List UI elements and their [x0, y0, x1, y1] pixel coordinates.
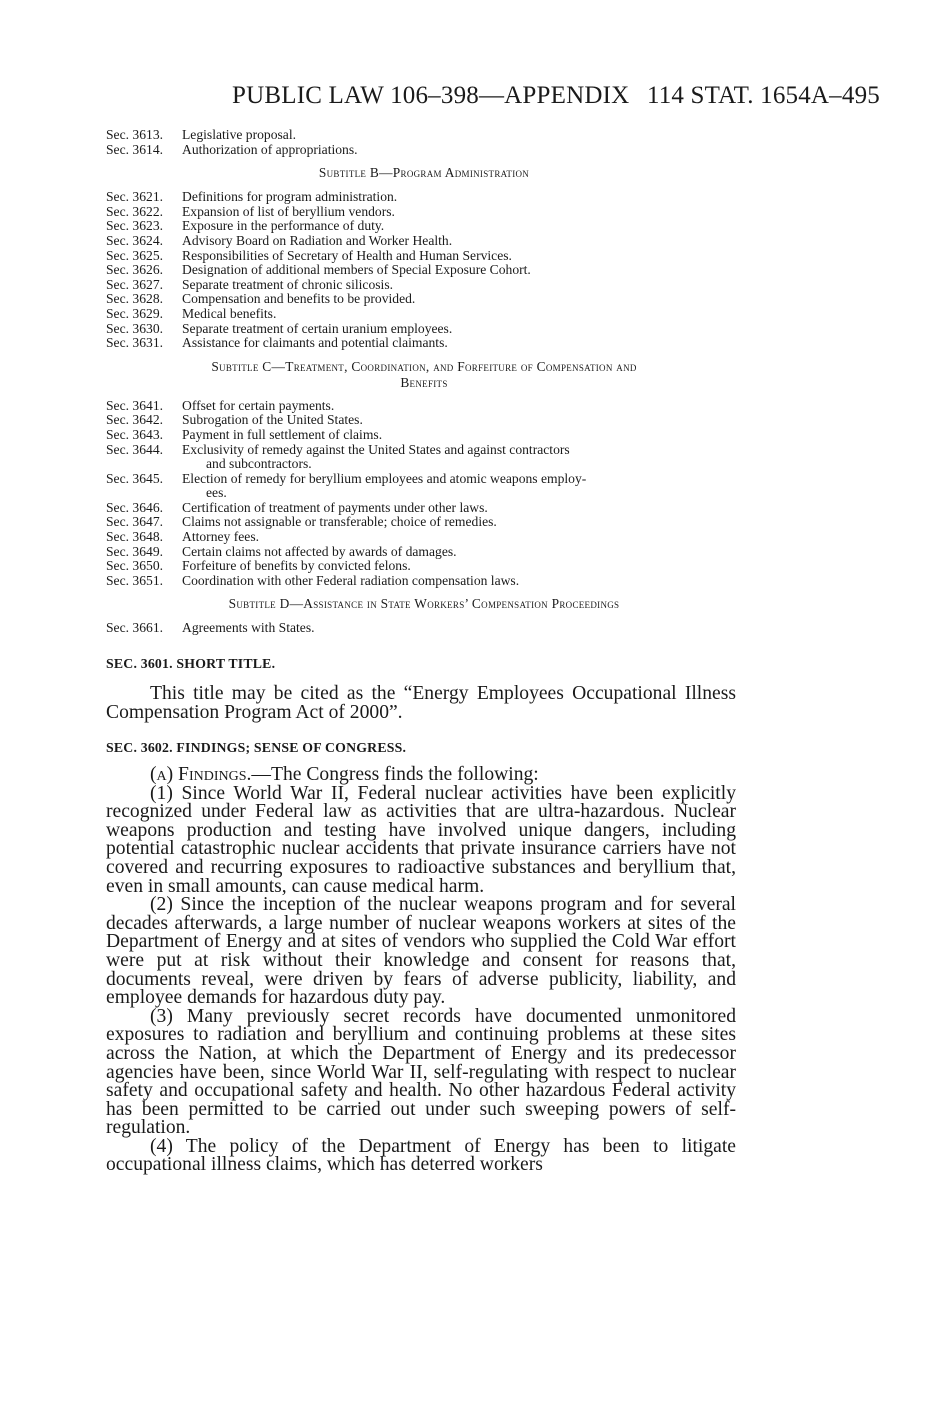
- toc-entry-title: Separate treatment of chronic silicosis.: [182, 276, 394, 292]
- toc-entry: [106, 443, 742, 458]
- toc-entry-title: Compensation and benefits to be provided.: [182, 291, 416, 307]
- toc-entry: [106, 399, 742, 414]
- toc-entry: [106, 307, 742, 322]
- section-3601-body: [106, 685, 736, 722]
- toc-group-1: [106, 128, 742, 157]
- toc-entry-number: Sec. 3647.: [106, 514, 164, 530]
- toc-entry: [106, 292, 742, 307]
- toc-entry-title: Designation of additional members of Special Exposure Cohort.: [182, 262, 531, 278]
- toc-entry-number: Sec. 3631.: [106, 335, 164, 351]
- toc-entry-title: Expansion of list of beryllium vendors.: [182, 203, 395, 219]
- toc-entry: [106, 263, 742, 278]
- toc-entry-number: Sec. 3644.: [106, 441, 164, 457]
- toc-entry-number: Sec. 3622.: [106, 203, 164, 219]
- toc-entry-title: Certain claims not affected by awards of damages.: [182, 543, 457, 559]
- toc-entry: [106, 472, 742, 487]
- section-3602-body: [106, 766, 736, 1175]
- toc-entry: [106, 234, 742, 249]
- toc-entry-number: Sec. 3651.: [106, 572, 164, 588]
- toc-entry: [106, 336, 742, 351]
- toc-entry-number: Sec. 3641.: [106, 397, 164, 413]
- toc-entry-title: Offset for certain payments.: [182, 397, 335, 413]
- toc-entry: [106, 143, 742, 158]
- toc-entry: [106, 190, 742, 205]
- subtitle-c-heading: [106, 359, 742, 391]
- toc-entry: [106, 205, 742, 220]
- toc-entry-continuation: and subcontractors.: [206, 456, 312, 472]
- short-title-paragraph: This title may be cited as the “Energy Employees Occupational Illness Compensation Program Act of 2000”.: [106, 683, 736, 723]
- finding-paragraph-2: (2) Since the inception of the nuclear weapons program and for several decades afterwards, a large number of nuclear weapons workers at sites of the Department of Energy and at sites of vendors who supplied the Cold War effort were put at risk without their knowledge and consent for reasons that, documents reveal, were driven by fears of adverse publicity, liability, and employee demands for hazardous duty pay.: [106, 894, 736, 1009]
- toc-entry: [106, 515, 742, 530]
- toc-entry: [106, 219, 742, 234]
- toc-entry-number: Sec. 3621.: [106, 189, 164, 205]
- toc-entry-number: Sec. 3648.: [106, 529, 164, 545]
- toc-entry-number: Sec. 3626.: [106, 262, 164, 278]
- toc-entry-number: Sec. 3642.: [106, 412, 164, 428]
- toc-entry: [106, 574, 742, 589]
- subtitle-c-line-1: Subtitle C—Treatment, Coordination, and Forfeiture of Compensation and: [211, 358, 637, 374]
- toc-entry: [106, 559, 742, 574]
- toc-group-3: [106, 399, 742, 589]
- toc-entry-number: Sec. 3614.: [106, 141, 164, 157]
- toc-entry-title: Claims not assignable or transferable; choice of remedies.: [182, 514, 497, 530]
- toc-entry-title: Medical benefits.: [182, 305, 277, 321]
- toc-entry-title: Payment in full settlement of claims.: [182, 426, 383, 442]
- section-3601-heading: SEC. 3601. SHORT TITLE.: [106, 656, 276, 671]
- toc-entry-number: Sec. 3650.: [106, 558, 164, 574]
- toc-entry: [106, 501, 742, 516]
- toc-entry-number: Sec. 3623.: [106, 218, 164, 234]
- toc-entry-title: Agreements with States.: [182, 620, 315, 636]
- toc-entry-number: Sec. 3625.: [106, 247, 164, 263]
- toc-entry-number: Sec. 3645.: [106, 470, 164, 486]
- toc-entry-title: Forfeiture of benefits by convicted felons.: [182, 558, 411, 574]
- section-3602-heading: SEC. 3602. FINDINGS; SENSE OF CONGRESS.: [106, 740, 407, 755]
- finding-paragraph-3: (3) Many previously secret records have documented unmonitored exposures to radiation and beryllium and continuing problems at these sites across the Nation, at which the Department of Energy and its predecessor agencies have been, since World War II, self-regulating with respect to nuclear safety and occupational safety and health. No other hazardous Federal activity has been permitted to be carried out under such sweeping powers of self-regulation.: [106, 1005, 736, 1139]
- toc-entry-title: Legislative proposal.: [182, 127, 297, 142]
- toc-entry-title: Coordination with other Federal radiation compensation laws.: [182, 572, 520, 588]
- toc-entry-title: Attorney fees.: [182, 529, 260, 545]
- toc-entry-number: Sec. 3630.: [106, 320, 164, 336]
- toc-entry: [106, 428, 742, 443]
- toc-entry: [106, 322, 742, 337]
- toc-entry-title: Advisory Board on Radiation and Worker Health.: [182, 232, 453, 248]
- toc-entry: [106, 621, 742, 636]
- toc-entry-title: Exclusivity of remedy against the United States and against contractors: [182, 441, 570, 457]
- findings-label: (a) Findings.: [150, 764, 252, 785]
- toc-entry-title: Authorization of appropriations.: [182, 141, 358, 157]
- toc-entry-number: Sec. 3628.: [106, 291, 164, 307]
- toc-entry-title: Subrogation of the United States.: [182, 412, 363, 428]
- toc-entry-title: Definitions for program administration.: [182, 189, 398, 205]
- toc-entry-number: Sec. 3649.: [106, 543, 164, 559]
- toc-entry-number: Sec. 3624.: [106, 232, 164, 248]
- subtitle-c-line-2: Benefits: [400, 374, 448, 390]
- finding-paragraph-4: (4) The policy of the Department of Energy has been to litigate occupational illness claims, which has deterred workers: [106, 1135, 736, 1176]
- law-citation: PUBLIC LAW 106–398—APPENDIX: [232, 82, 630, 109]
- toc-entry-title: Election of remedy for beryllium employees and atomic weapons employ-: [182, 470, 587, 486]
- statute-citation: 114 STAT. 1654A–495: [646, 82, 880, 109]
- toc-entry-title: Separate treatment of certain uranium employees.: [182, 320, 453, 336]
- toc-entry-title: Responsibilities of Secretary of Health and Human Services.: [182, 247, 512, 263]
- toc-entry-title: Certification of treatment of payments under other laws.: [182, 499, 488, 515]
- toc-entry-number: Sec. 3629.: [106, 305, 164, 321]
- toc-entry-title: Assistance for claimants and potential claimants.: [182, 335, 448, 351]
- toc-group-2: [106, 190, 742, 351]
- toc-entry-continuation: ees.: [206, 485, 227, 501]
- toc-entry: [106, 278, 742, 293]
- findings-intro: [106, 766, 736, 785]
- toc-entry-title: Exposure in the performance of duty.: [182, 218, 385, 234]
- toc-entry: [106, 545, 742, 560]
- toc-entry-number: Sec. 3661.: [106, 620, 164, 636]
- toc-entry-number: Sec. 3613.: [106, 127, 164, 142]
- toc-entry-number: Sec. 3627.: [106, 276, 164, 292]
- toc-group-4: [106, 621, 742, 636]
- subtitle-b-heading: Subtitle B—Program Administration: [318, 165, 530, 181]
- toc-entry: [106, 530, 742, 545]
- findings-intro-text: —The Congress finds the following:: [251, 764, 539, 785]
- toc-entry: [106, 249, 742, 264]
- finding-paragraph-1: (1) Since World War II, Federal nuclear activities have been explicitly recognized under Federal law as activities that are ultra-hazardous. Nuclear weapons production and testing have involved unique dangers, including potential catastrophic nuclear accidents that private insurance carriers have not covered and recurring exposures to radioactive substances and beryllium that, even in small amounts, can cause medical harm.: [106, 782, 736, 897]
- table-of-contents: [106, 128, 742, 636]
- toc-entry: [106, 413, 742, 428]
- toc-entry: [106, 128, 742, 143]
- running-header: [232, 80, 880, 112]
- toc-entry-number: Sec. 3646.: [106, 499, 164, 515]
- toc-entry-number: Sec. 3643.: [106, 426, 164, 442]
- subtitle-d-heading: Subtitle D—Assistance in State Workers’ Compensation Proceedings: [228, 596, 620, 612]
